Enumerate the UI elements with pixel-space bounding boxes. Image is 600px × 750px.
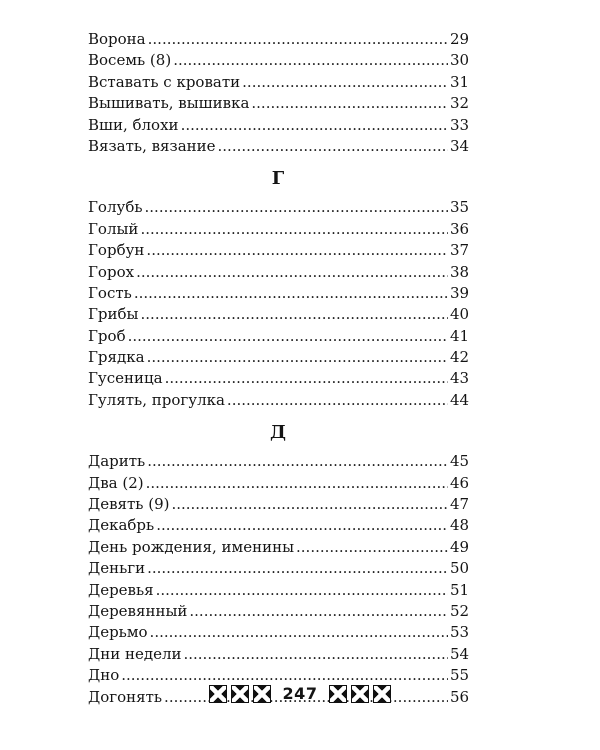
dot-leader xyxy=(147,451,448,472)
entry-page: 48 xyxy=(450,516,470,535)
entry-label: Горох xyxy=(88,262,135,281)
section-d xyxy=(88,417,468,708)
dot-leader xyxy=(156,580,448,601)
entry-label: Декабрь xyxy=(88,516,155,535)
entry-page: 31 xyxy=(450,72,470,91)
diamond-ornament-icon xyxy=(209,685,227,703)
diamond-ornament-icon xyxy=(373,685,391,703)
dot-leader xyxy=(171,494,448,515)
index-entry xyxy=(88,262,468,283)
section-v xyxy=(88,29,468,157)
dot-leader xyxy=(128,326,448,347)
index-entry xyxy=(88,451,468,472)
entry-label: Восемь (8) xyxy=(88,51,172,70)
entry-label: Голубь xyxy=(88,198,143,217)
entry-label: Вышивать, вышивка xyxy=(88,94,250,113)
diamond-ornament-icon xyxy=(329,685,347,703)
entry-page: 47 xyxy=(450,495,470,514)
entry-page: 56 xyxy=(450,687,470,706)
entry-label: Догонять xyxy=(88,687,163,706)
entry-label: Деревья xyxy=(88,580,154,599)
dot-leader xyxy=(296,537,448,558)
dot-leader xyxy=(141,304,448,325)
entry-page: 53 xyxy=(450,623,470,642)
entry-page: 40 xyxy=(450,305,470,324)
index-entry xyxy=(88,537,468,558)
index-entry xyxy=(88,515,468,536)
entry-label: Вставать с кровати xyxy=(88,72,241,91)
entry-label: Деревянный xyxy=(88,601,188,620)
entry-page: 44 xyxy=(450,390,470,409)
entry-label: Дарить xyxy=(88,452,146,471)
index-entry xyxy=(88,473,468,494)
page-footer xyxy=(0,684,600,703)
entry-page: 29 xyxy=(450,30,470,48)
entry-page: 49 xyxy=(450,537,470,556)
index-entry xyxy=(88,326,468,347)
entry-page: 46 xyxy=(450,473,470,492)
entry-page: 43 xyxy=(450,369,470,388)
dot-leader xyxy=(140,219,448,240)
entry-page: 42 xyxy=(450,348,470,367)
entry-label: Два (2) xyxy=(88,473,144,492)
index-entry xyxy=(88,93,468,114)
index-entry xyxy=(88,494,468,515)
index-entry xyxy=(88,219,468,240)
index-entry xyxy=(88,644,468,665)
dot-leader xyxy=(136,262,448,283)
entry-page: 35 xyxy=(450,198,470,217)
entry-page: 30 xyxy=(450,51,470,70)
entry-label: Грядка xyxy=(88,348,145,367)
entry-label: Дни недели xyxy=(88,644,182,663)
index-entry xyxy=(88,601,468,622)
dot-leader xyxy=(145,197,448,218)
index-entry xyxy=(88,368,468,389)
dot-leader xyxy=(227,390,448,411)
section-letter-heading: Д xyxy=(269,422,286,444)
dot-leader xyxy=(165,368,448,389)
entry-page: 50 xyxy=(450,559,470,578)
entry-label: Гроб xyxy=(88,326,126,345)
dot-leader xyxy=(146,473,448,494)
index-entry xyxy=(88,72,468,93)
entry-label: Деньги xyxy=(88,559,146,578)
entry-page: 37 xyxy=(450,241,470,260)
index-entry xyxy=(88,558,468,579)
entry-label: Гулять, прогулка xyxy=(88,390,225,409)
entry-page: 38 xyxy=(450,262,470,281)
entry-page: 55 xyxy=(450,666,470,685)
index-entry xyxy=(88,240,468,261)
index-entry xyxy=(88,622,468,643)
entry-page: 34 xyxy=(450,136,470,155)
entry-label: Девять (9) xyxy=(88,495,170,514)
dot-leader xyxy=(156,515,448,536)
index-entry xyxy=(88,197,468,218)
dot-leader xyxy=(150,622,448,643)
dot-leader xyxy=(147,347,448,368)
index-entry xyxy=(88,580,468,601)
entry-label: Грибы xyxy=(88,305,139,324)
dot-leader xyxy=(189,601,448,622)
diamond-ornament-icon xyxy=(253,685,271,703)
entry-page: 51 xyxy=(450,580,470,599)
dot-leader xyxy=(242,72,448,93)
entry-label: Вязать, вязание xyxy=(88,136,216,155)
index-entry xyxy=(88,390,468,411)
index-entry xyxy=(88,347,468,368)
index-entry xyxy=(88,115,468,136)
entry-label: Дно xyxy=(88,666,120,685)
index-list xyxy=(88,29,468,708)
dot-leader xyxy=(148,29,448,50)
diamond-ornament-icon xyxy=(231,685,249,703)
entry-label: День рождения, именины xyxy=(88,537,295,556)
dot-leader xyxy=(183,644,448,665)
entry-page: 54 xyxy=(450,644,470,663)
entry-page: 45 xyxy=(450,452,470,471)
entry-page: 36 xyxy=(450,219,470,238)
section-letter-heading: Г xyxy=(271,168,285,190)
page-number: 247 xyxy=(282,684,318,703)
entry-label: Дерьмо xyxy=(88,623,148,642)
dot-leader xyxy=(218,136,448,157)
entry-label: Гусеница xyxy=(88,369,163,388)
entry-label: Гость xyxy=(88,283,132,302)
index-entry xyxy=(88,304,468,325)
index-entry xyxy=(88,29,468,50)
dot-leader xyxy=(146,240,448,261)
section-g xyxy=(88,163,468,411)
entry-page: 52 xyxy=(450,601,470,620)
entry-label: Голый xyxy=(88,219,139,238)
dot-leader xyxy=(173,50,448,71)
entry-page: 39 xyxy=(450,283,470,302)
dot-leader xyxy=(147,558,448,579)
entry-label: Ворона xyxy=(88,30,146,48)
entry-page: 32 xyxy=(450,94,470,113)
dot-leader xyxy=(134,283,448,304)
dot-leader xyxy=(181,115,448,136)
entry-label: Вши, блохи xyxy=(88,115,179,134)
entry-label: Горбун xyxy=(88,241,145,260)
index-entry xyxy=(88,50,468,71)
dot-leader xyxy=(251,93,448,114)
index-entry xyxy=(88,136,468,157)
diamond-ornament-icon xyxy=(351,685,369,703)
entry-page: 33 xyxy=(450,115,470,134)
index-entry xyxy=(88,283,468,304)
entry-page: 41 xyxy=(450,326,470,345)
